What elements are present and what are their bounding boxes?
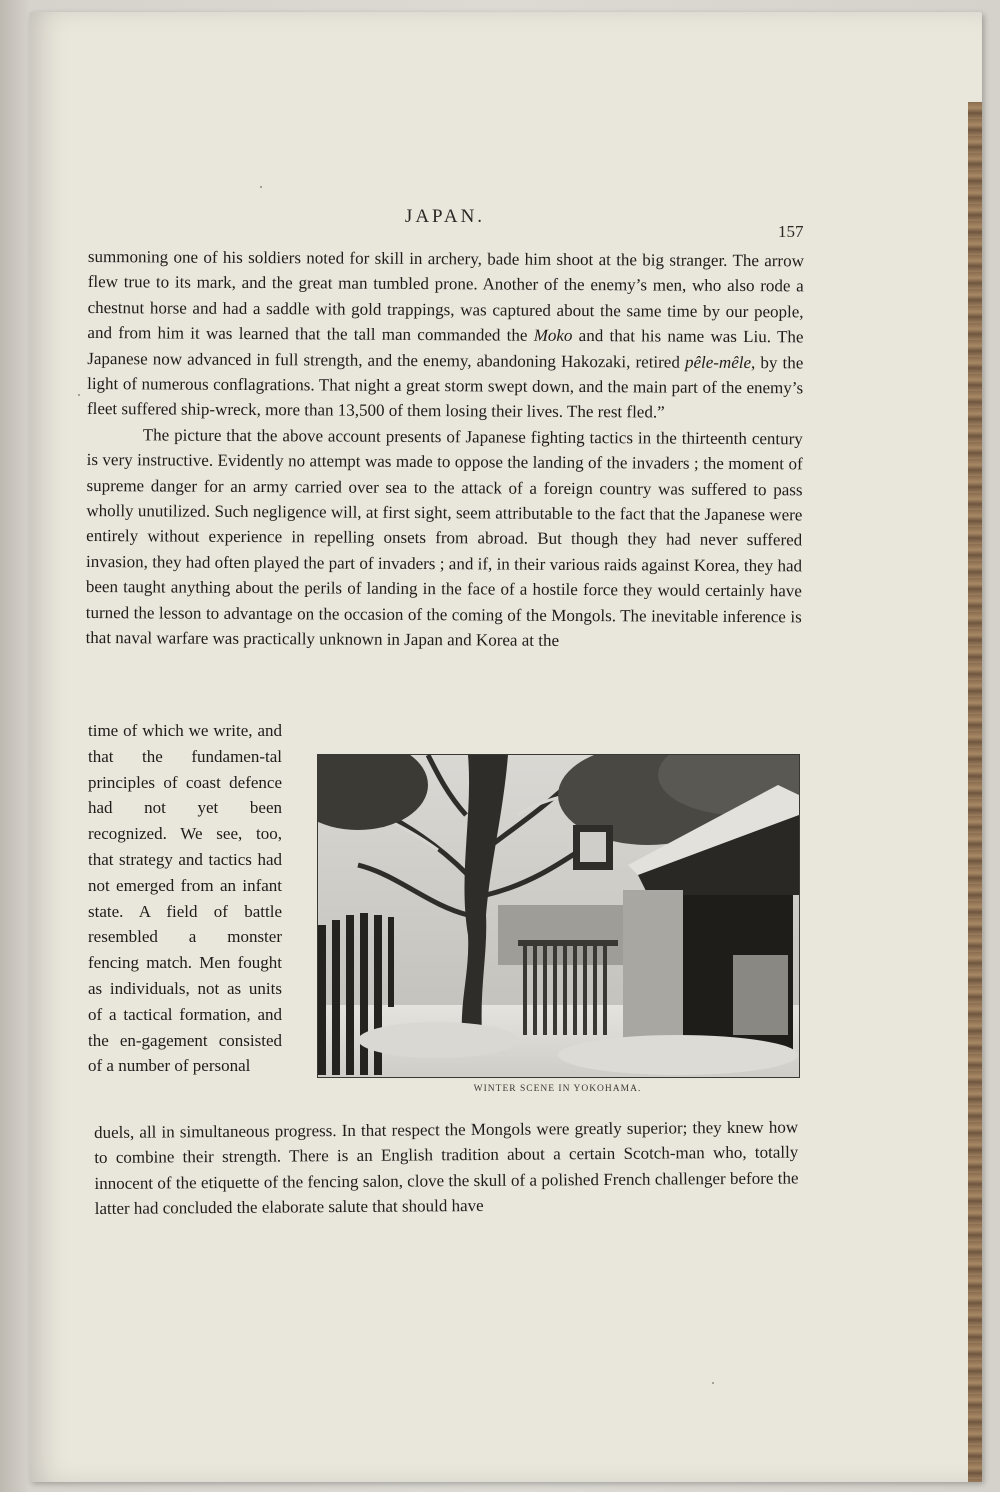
body-text-continued: duels, all in simultaneous progress. In that respect the Mongols were greatly superior; they knew how to combine their strength. There is an English tradition about a certain Scotch-man who, totally innocent of the etiquette of the fencing salon, clove the skull of a polished French challenger before the latter had concluded the elaborate salute that should have [94,1117,799,1219]
figure-caption: WINTER SCENE IN YOKOHAMA. [473,1084,642,1094]
wrapped-text-column: time of which we write, and that the fundamen-tal principles of coast defence had not yet been recognized. We see, too, that strategy and tactics had not emerged from an infant state. A field of battle resembled a monster fencing match. Men fought as individuals, not as units of a tactical formation, and the en-gagement consisted of a number of personal [88,721,282,1076]
paper-speck [712,1382,714,1384]
paragraph-2: The picture that the above account presents of Japanese fighting tactics in the thirteenth century is very instructive. Evidently no attempt was made to oppose the landing of the invaders ; the moment of supreme danger for an army carried over sea to the attack of a foreign country was suffered to pass wholly unutilized. Such negligence will, at first sight, seem attributable to the fact that the Japanese were entirely without experience in repelling onsets from abroad. But though they had never suffered invasion, they had often played the part of invaders ; and if, in their various raids against Korea, they had been taught anything about the perils of landing in the face of a hostile force they would certainly have turned the lesson to advantage on the occasion of the coming of the Mongols. The inevitable inference is that naval warfare was practically unknown in Japan and Korea at the [85,425,803,650]
book-spine-edge [968,102,982,1482]
paper-speck [78,394,80,396]
paragraph-1-end: , by the light of numerous conflagrations. That night a great storm swept down, and the main part of the enemy’s fleet suffered ship-wreck, more than 13,500 of them losing their lives. The rest fled.” [86,352,804,422]
paragraph-1-start: summoning one of his soldiers noted for skill in archery, bade him shoot at the big stranger. The arrow flew true to its mark, and the great man tumbled prone. Another of the enemy’s men, who also rode a chestnut horse and had a saddle with gold trappings, was captured about the same time by our people, and from him it was learned that the tall man commanded the [87,246,804,345]
paragraph-1 [87,244,804,426]
paragraph-1-middle: and that his name was Liu. The Japanese now advanced in full strength, and the enemy, abandoning Hakozaki, retired [87,326,804,372]
italic-pele-mele: pêle-mêle [684,352,752,372]
page-number: 157 [778,222,804,241]
running-head: JAPAN. [404,206,486,227]
paper-speck [260,186,262,188]
body-text [86,244,804,655]
winter-scene-photo [318,755,799,1077]
figure-photograph [317,754,800,1078]
italic-moko: Moko [533,325,573,346]
